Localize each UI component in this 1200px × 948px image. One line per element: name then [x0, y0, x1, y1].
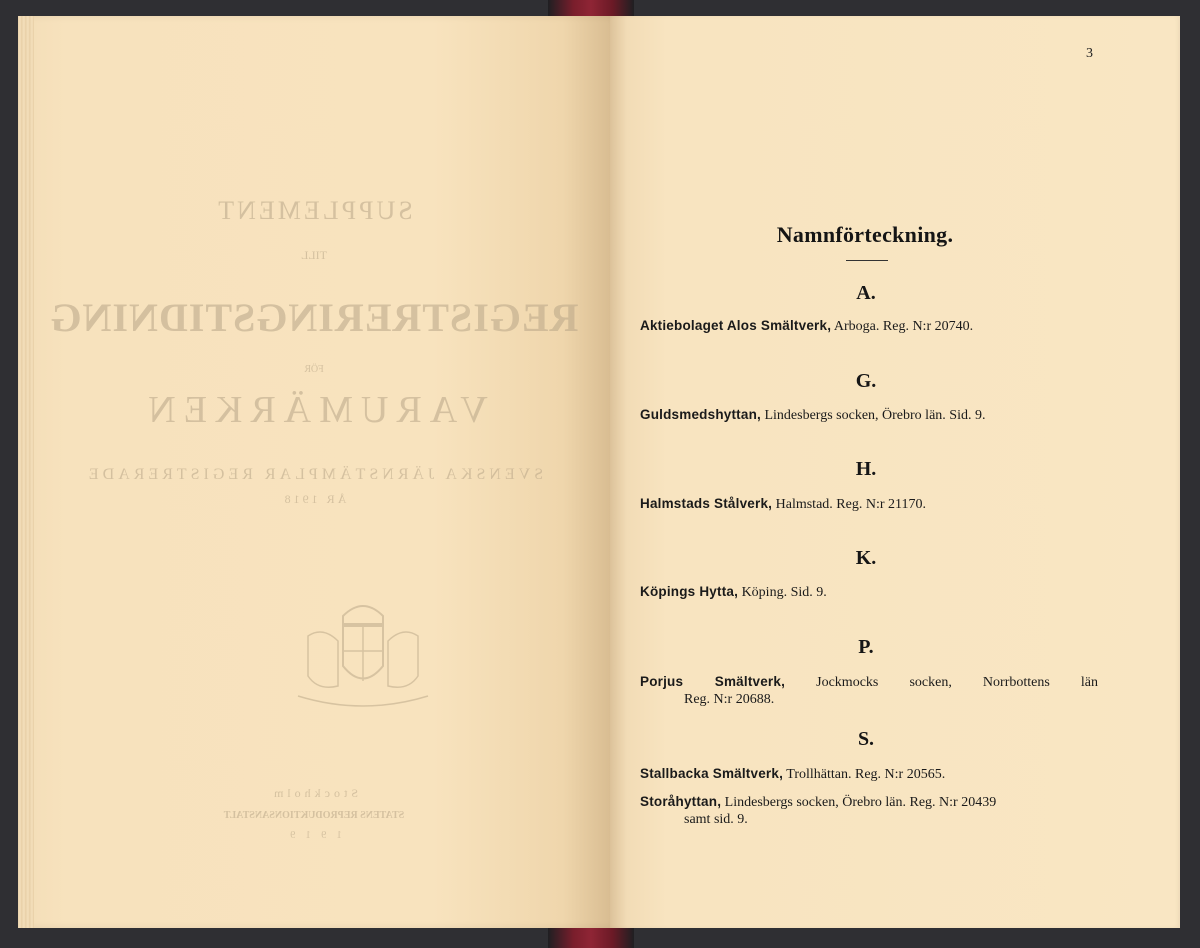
page-title: Namnförteckning. — [776, 222, 954, 247]
entry-name: Stallbacka Smältverk, — [640, 766, 784, 781]
entry-name: Halmstads Stålverk, — [640, 496, 773, 511]
entry-detail: Halmstad. Reg. N:r 21170. — [772, 497, 926, 512]
index-entry — [640, 494, 1098, 515]
section-letter: H. — [855, 458, 877, 480]
entry-name: Köpings Hytta, — [640, 584, 739, 599]
entry-detail: Arboga. Reg. N:r 20740. — [831, 319, 974, 334]
section-letter: G. — [855, 370, 877, 392]
bleed-through-text — [18, 16, 610, 928]
bleed-line: FÖR — [304, 364, 324, 375]
index-entry — [640, 582, 1098, 603]
entry-continuation: Reg. N:r 20688. — [684, 692, 775, 707]
entry-detail: Lindesbergs socken, Örebro län. Reg. N:r 20439 — [721, 795, 997, 810]
entry-continuation: samt sid. 9. — [684, 812, 748, 827]
entry-detail: Trollhättan. Reg. N:r 20565. — [783, 767, 946, 782]
bleed-line: Stockholm — [270, 786, 359, 800]
entry-detail: Jockmocks socken, Norrbottens län — [785, 675, 1098, 690]
bleed-line: TILL — [301, 248, 327, 262]
section-letter: K. — [855, 547, 877, 569]
page-number: 3 — [1086, 46, 1093, 61]
bleed-line: 1 9 1 9 — [286, 830, 342, 841]
entry-name: Storåhyttan, — [640, 794, 722, 809]
title-divider — [846, 260, 888, 261]
entry-name: Porjus Smältverk, — [640, 674, 786, 689]
index-entry — [640, 792, 1098, 813]
entry-detail: Köping. Sid. 9. — [738, 585, 827, 600]
coat-of-arms-icon — [288, 596, 438, 716]
bleed-mark — [790, 128, 797, 151]
bleed-line: SUPPLEMENT — [215, 196, 413, 225]
section-letter: S. — [857, 728, 875, 750]
section-letter: A. — [856, 282, 876, 304]
entry-detail: Lindesbergs socken, Örebro län. Sid. 9. — [760, 408, 986, 423]
bleed-line: VARUMÄRKEN — [140, 389, 488, 431]
section-letter: P. — [858, 636, 874, 658]
entry-name: Guldsmedshyttan, — [640, 407, 761, 422]
bleed-line: ÅR 1918 — [281, 492, 347, 506]
index-entry — [640, 316, 1098, 337]
entry-name: Aktiebolaget Alos Smältverk, — [640, 318, 832, 333]
index-entry — [640, 405, 1098, 426]
index-entry — [640, 672, 1098, 693]
bleed-line: REGISTRERINGSTIDNING — [49, 295, 579, 340]
index-entry — [640, 764, 1098, 785]
bleed-line: SVENSKA JÄRNSTÄMPLAR REGISTRERADE — [84, 466, 544, 483]
bleed-line: STATENS REPRODUKTIONSANSTALT — [223, 810, 405, 821]
left-page — [18, 16, 610, 928]
